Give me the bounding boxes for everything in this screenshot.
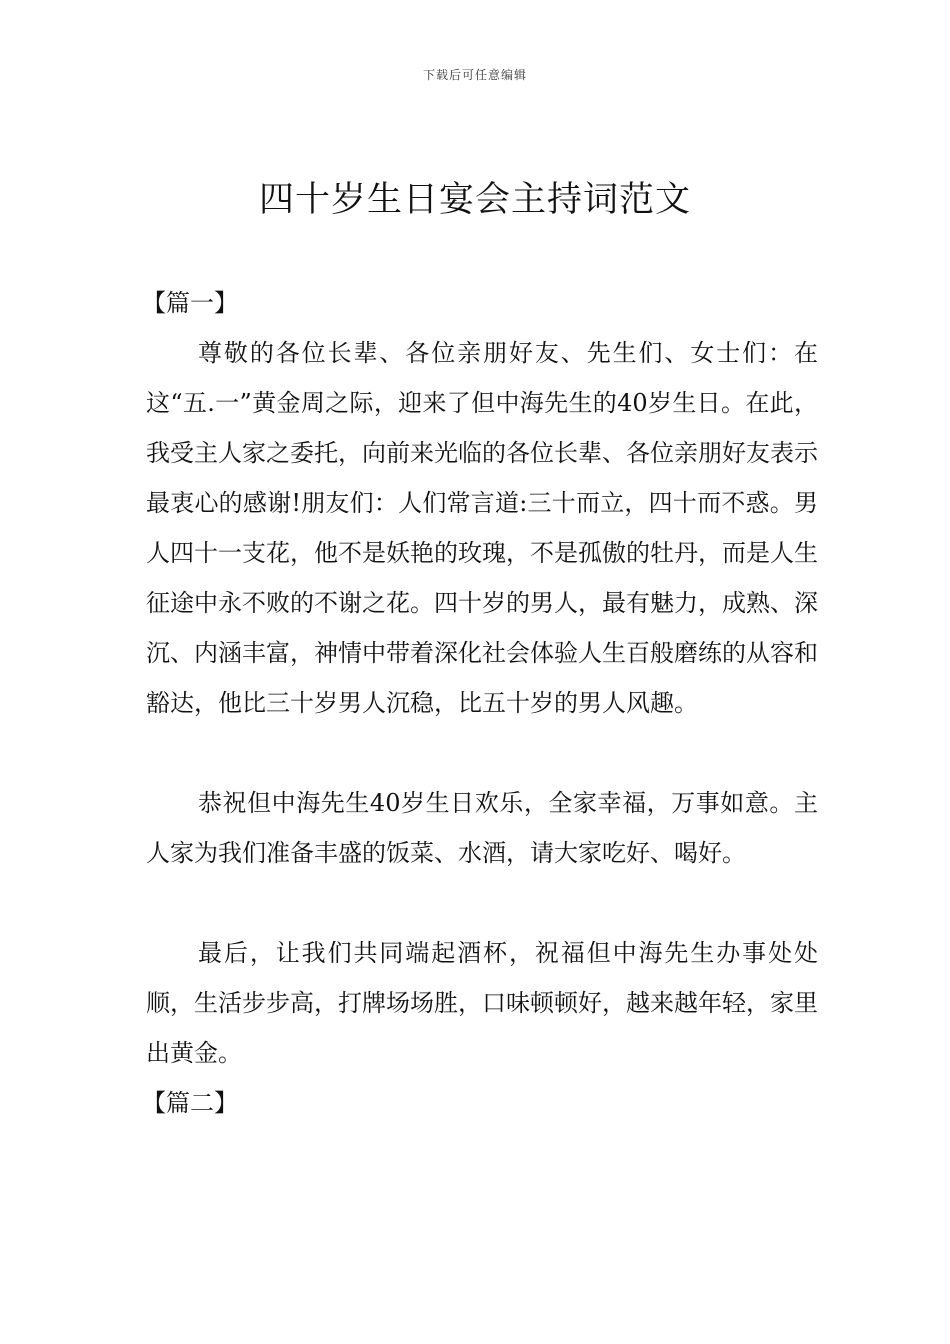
section-label-2: 【篇二】 [142, 1089, 238, 1117]
paragraph-1: 尊敬的各位长辈、各位亲朋好友、先生们、女士们：在这“五.一”黄金周之际，迎来了但中海先生的40岁生日。在此，我受主人家之委托，向前来光临的各位长辈、各位亲朋好友表示最衷心的感谢!朋友们：人们常言道:三十而立，四十而不惑。男人四十一支花，他不是妖艳的玫瑰，不是孤傲的牡丹，而是人生征途中永不败的不谢之花。四十岁的男人，最有魅力，成熟、深沉、内涵丰富，神情中带着深化社会体验人生百般磨练的从容和豁达，他比三十岁男人沉稳，比五十岁的男人风趣。 [146, 339, 818, 717]
document-title: 四十岁生日宴会主持词范文 [258, 180, 691, 220]
paragraph-3: 最后，让我们共同端起酒杯，祝福但中海先生办事处处顺，生活步步高，打牌场场胜，口味顿顿好，越来越年轻，家里出黄金。 [146, 939, 818, 1067]
page-header-note: 下载后可任意编辑 [422, 68, 527, 82]
document-body [142, 278, 818, 1128]
paragraph-spacer [146, 728, 818, 778]
paragraph-spacer [146, 878, 818, 928]
section-label-1: 【篇一】 [142, 289, 238, 317]
paragraph-2: 恭祝但中海先生40岁生日欢乐，全家幸福，万事如意。主人家为我们准备丰盛的饭菜、水酒，请大家吃好、喝好。 [146, 789, 818, 867]
